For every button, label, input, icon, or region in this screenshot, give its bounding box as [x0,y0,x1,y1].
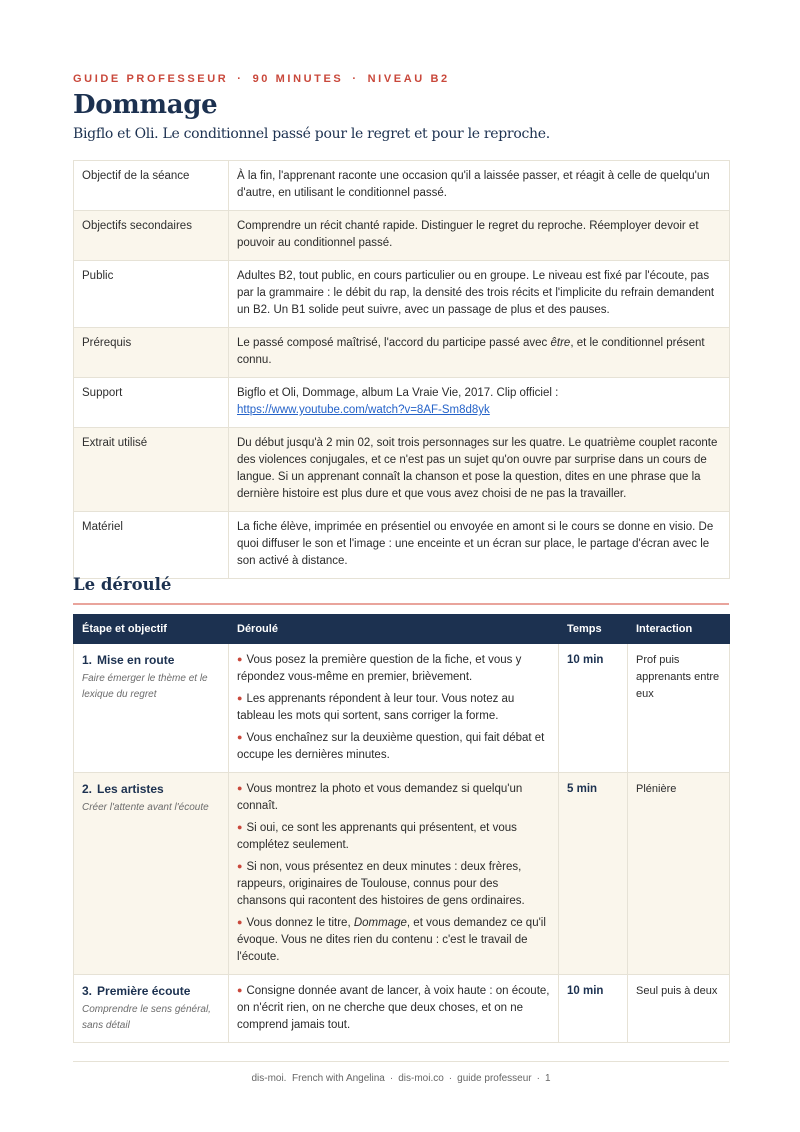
list-item-text: Vous posez la première question de la fiche, et vous y répondez vous-même en premier, brièvement. [237,654,522,683]
footer-divider [73,1061,729,1062]
list-item-text: Si non, vous présentez en deux minutes : deux frères, rappeurs, originaires de Toulouse, connus pour des chansons qui racontent des histoires de gens ordinaires. [237,861,525,907]
list-item-text: Vous enchaînez sur la deuxième question, qui fait débat et occupe les dernières minutes. [237,732,545,761]
info-row-material [74,512,730,579]
page-title: Dommage [73,90,218,120]
table-row [74,773,730,975]
step-name: Les artistes [97,782,164,796]
info-label: Matériel [74,512,229,579]
step-title [82,781,220,798]
info-label: Extrait utilisé [74,428,229,512]
step-cell [74,975,229,1043]
bullet-icon: ● [237,861,243,871]
footer-separator: · [448,1073,453,1084]
list-item [237,983,550,1034]
info-value: Adultes B2, tout public, en cours particulier ou en groupe. Le niveau est fixé par l'écoute, pas par la grammaire : le débit du rap, la densité des trois récits et l'implicite du refrain demandent un B2. Un B1 solide peut suivre, avec un passage de plus et des pauses. [229,261,730,328]
eyebrow-doc-type: GUIDE PROFESSEUR [73,73,229,85]
step-title [82,983,220,1000]
list-item [237,691,550,725]
info-text: Bigflo et Oli, Dommage, album La Vraie Vie, 2017. Clip officiel : [237,387,559,399]
table-row [74,644,730,773]
eyebrow-level: NIVEAU B2 [367,73,450,85]
step-interaction: Seul puis à deux [636,985,718,997]
step-name: Mise en route [97,653,175,667]
column-header-flow: Déroulé [229,615,559,644]
step-objective: Créer l'attente avant l'écoute [82,802,209,813]
column-header-time: Temps [559,615,628,644]
bullet-icon: ● [237,654,243,664]
page-number: 1 [544,1073,551,1084]
list-item [237,781,550,815]
list-item-text: Vous montrez la photo et vous demandez si quelqu'un connaît. [237,783,523,812]
time-cell [559,644,628,773]
step-name: Première écoute [97,984,191,998]
list-item [237,652,550,686]
info-label: Prérequis [74,328,229,378]
step-objective: Faire émerger le thème et le lexique du regret [82,673,208,700]
list-item-text: Les apprenants répondent à leur tour. Vous notez au tableau les mots qui sortent, sans corriger la forme. [237,693,515,722]
table-header-row [74,615,730,644]
info-value: La fiche élève, imprimée en présentiel ou envoyée en amont si le cours se donne en visio. De quoi diffuser le son et l'image : une enceinte et un écran sur place, le partage d'écran avec le son activé à distance. [229,512,730,579]
bullet-icon: ● [237,783,243,793]
info-value [229,328,730,378]
interaction-cell [628,773,730,975]
step-number: 3. [82,984,93,998]
step-cell [74,644,229,773]
flow-cell [229,975,559,1043]
list-item [237,859,550,910]
time-cell [559,975,628,1043]
session-info-table [73,160,730,579]
step-number: 1. [82,653,93,667]
footer-tagline: French with Angelina [292,1073,385,1084]
column-header-interaction: Interaction [628,615,730,644]
list-item-text: Vous donnez le titre, [246,917,354,929]
table-row [74,975,730,1043]
info-emphasis: être [550,337,571,349]
footer-site: dis-moi.co [398,1073,444,1084]
bullet-icon: ● [237,732,243,742]
list-item [237,820,550,854]
footer-separator: · [389,1073,394,1084]
step-duration: 5 min [567,783,598,795]
step-interaction: Prof puis apprenants entre eux [636,654,720,700]
flow-cell [229,773,559,975]
video-link[interactable]: https://www.youtube.com/watch?v=8AF-Sm8d8yk [237,404,490,416]
flow-cell [229,644,559,773]
list-item-text: Si oui, ce sont les apprenants qui présentent, et vous complétez seulement. [237,822,517,851]
song-title-emphasis: Dommage [353,917,407,929]
step-duration: 10 min [567,654,604,666]
step-number: 2. [82,782,93,796]
footer-separator: · [536,1073,540,1084]
info-value: À la fin, l'apprenant raconte une occasion qu'il a laissée passer, et réagit à celle de quelqu'un d'autre, en utilisant le conditionnel passé. [229,161,730,211]
info-value: Comprendre un récit chanté rapide. Distinguer le regret du reproche. Réemployer devoir et pouvoir au conditionnel passé. [229,211,730,261]
info-row-audience [74,261,730,328]
footer-doc-type: guide professeur [457,1073,532,1084]
page-footer [73,1073,729,1084]
step-duration: 10 min [567,985,604,997]
info-row-secondary-objectives [74,211,730,261]
bullet-icon: ● [237,693,243,703]
bullet-icon: ● [237,917,243,927]
info-row-excerpt [74,428,730,512]
info-value: Du début jusqu'à 2 min 02, soit trois personnages sur les quatre. Le quatrième couplet raconte des violences conjugales, et ce n'est pas un sujet qu'on ouvre par surprise dans un cours de langue. Si un apprenant connaît la chanson et pose la question, dites en une phrase que la dernière histoire est plus dure et que vous avez choisi de ne pas la travailler. [229,428,730,512]
lesson-steps-table [73,614,730,1043]
info-label: Objectif de la séance [74,161,229,211]
info-row-objective [74,161,730,211]
eyebrow [73,73,450,85]
step-objective: Comprendre le sens général, sans détail [82,1004,211,1031]
list-item [237,730,550,764]
section-title: Le déroulé [73,575,172,594]
interaction-cell [628,975,730,1043]
info-text: , et le conditionnel présent connu. [237,337,705,366]
info-row-support [74,378,730,428]
info-label: Support [74,378,229,428]
info-value [229,378,730,428]
step-title [82,652,220,669]
footer-brand: dis-moi. [251,1073,287,1084]
info-row-prerequisites [74,328,730,378]
eyebrow-separator: · [352,73,359,85]
list-item-text: , et vous demandez ce qu'il évoque. Vous ne dites rien du contenu : c'est le travail de l'écoute. [237,917,546,963]
list-item-text: Consigne donnée avant de lancer, à voix haute : on écoute, on n'écrit rien, on ne cherche que deux choses, et on ne comprend jamais tout. [237,985,550,1031]
eyebrow-duration: 90 MINUTES [252,73,344,85]
bullet-icon: ● [237,985,243,995]
bullet-icon: ● [237,822,243,832]
interaction-cell [628,644,730,773]
time-cell [559,773,628,975]
info-label: Public [74,261,229,328]
page-subtitle: Bigflo et Oli. Le conditionnel passé pour le regret et pour le reproche. [73,126,550,142]
info-label: Objectifs secondaires [74,211,229,261]
list-item [237,915,550,966]
section-divider [73,603,729,605]
column-header-step: Étape et objectif [74,615,229,644]
step-cell [74,773,229,975]
eyebrow-separator: · [237,73,244,85]
step-interaction: Plénière [636,783,677,795]
info-text: Le passé composé maîtrisé, l'accord du participe passé avec [237,337,551,349]
